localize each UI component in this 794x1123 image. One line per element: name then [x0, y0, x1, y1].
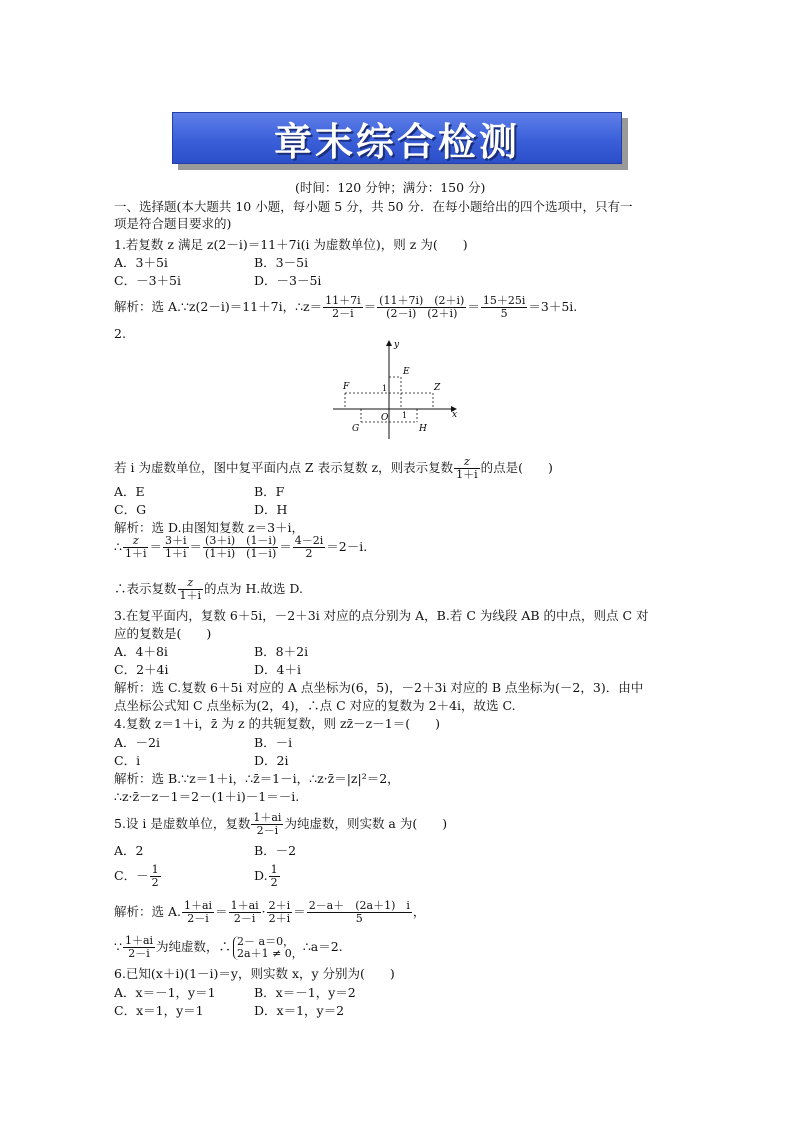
q3-option-d: D．4＋i [254, 662, 301, 677]
q2-options-row1 [114, 484, 285, 500]
q1-option-a: A．3＋5i [114, 255, 168, 270]
q4-stem: 4.复数 z＝1＋i，z̄ 为 z 的共轭复数，则 zz̄－z－1＝( ) [114, 716, 440, 731]
point-e-label: E [403, 367, 410, 377]
q5-case-brace: 2－ a＝0， 2a＋1 ≠ 0， [233, 936, 303, 960]
q1-solution-prefix: 解析：选 A.∵z(2－i)＝11＋7i，∴z＝ [114, 299, 323, 314]
q1-fraction-1: $\frac{11+7i}{2-i}$ [325, 294, 361, 320]
q1-fraction-2: $\frac{(11+7i) (2+i)}{(2-i) (2+i)}$ [379, 294, 465, 320]
q5-stem: 5.设 i 是虚数单位，复数 $\frac{1+ai}{2-i}$ 为纯虚数，则实数 a 为( ) [114, 811, 448, 837]
y-axis-label: y [394, 340, 400, 350]
q2-solution-line3: ∴表示复数 $\frac{z}{1+i}$ 的点为 H.故选 D. [114, 576, 303, 602]
q6-option-b: B．x＝－1，y＝2 [254, 985, 356, 1000]
q2-solution-line2: ∴ $\frac{z}{1+i}$ ＝ $\frac{3+i}{1+i}$ ＝ $\frac{(3+i) (1-i)}{(1+i) (1-i)}$ ＝ $\frac{4-2i}{2}$ ＝2－i. [114, 534, 368, 560]
q6-option-a: A．x＝－1，y＝1 [114, 985, 216, 1000]
q5-option-c: C．－ $\frac{1}{2}$ [114, 863, 159, 889]
q4-option-a: A．－2i [114, 735, 160, 750]
q3-option-a: A．4＋8i [114, 644, 168, 659]
q4-solution-line2: ∴z·z̄－z－1＝2－(1＋i)－1＝－i. [114, 789, 300, 804]
q3-stem-line1: 3.在复平面内，复数 6＋5i，－2＋3i 对应的点分别为 A，B.若 C 为线段 AB 的中点，则点 C 对 [114, 608, 649, 623]
point-g-label: G [352, 424, 360, 434]
point-f-label: F [343, 382, 350, 392]
x-axis-label: x [452, 410, 458, 420]
q5-solution-line1: 解析：选 A. $\frac{1+ai}{2-i}$ ＝ $\frac{1+ai}{2-i}$ · $\frac{2+i}{2+i}$ ＝ $\frac{2-a+ (2a+1) i}{5}$ ， [114, 899, 426, 925]
q4-option-d: D．2i [254, 753, 289, 768]
q1-options-row2 [114, 273, 322, 289]
q4-options-row1 [114, 735, 293, 751]
unit-x-label: 1 [402, 411, 408, 420]
q1-stem: 1.若复数 z 满足 z(2－i)＝11＋7i(i 为虚数单位)，则 z 为( ) [114, 237, 468, 252]
q2-number: 2. [114, 326, 126, 341]
unit-y-label: 1 [382, 384, 388, 393]
q4-option-b: B．－i [254, 735, 293, 750]
section-heading-line1: 一、选择题(本大题共 10 小题，每小题 5 分，共 50 分．在每小题给出的四个选项中，只有一 [114, 199, 633, 214]
q5-solution-line2: ∵ $\frac{1+ai}{2-i}$ 为纯虚数，∴ 2－ a＝0， 2a＋1 ≠ 0， ∴a＝2. [114, 934, 343, 960]
q1-fraction-3: $\frac{15+25i}{5}$ [482, 294, 526, 320]
q3-option-b: B．8＋2i [254, 644, 309, 659]
q1-options-row1 [114, 255, 309, 271]
q3-stem-line2: 应的复数是( ) [114, 626, 212, 641]
q1-option-c: C．－3＋5i [114, 273, 181, 288]
q6-options-row1 [114, 985, 356, 1001]
q2-solution-line1: 解析：选 D.由图知复数 z＝3＋i， [114, 520, 305, 535]
exam-info: (时间：120 分钟；满分：150 分) [295, 180, 486, 195]
q4-options-row2 [114, 753, 289, 769]
section-heading-line2: 项是符合题目要求的) [114, 216, 232, 231]
q6-option-d: D．x＝1，y＝2 [254, 1003, 345, 1018]
q3-options-row2 [114, 662, 301, 678]
q3-solution-line2: 点坐标公式知 C 点坐标为(2，4)，∴点 C 对应的复数为 2＋4i，故选 C. [114, 698, 516, 713]
q6-option-c: C．x＝1，y＝1 [114, 1003, 204, 1018]
q2-options-row2 [114, 502, 288, 518]
q5-option-b: B．－2 [254, 843, 297, 858]
q5-option-a: A．2 [114, 843, 144, 858]
q5-options-row1 [114, 843, 297, 859]
q3-solution-line1: 解析：选 C.复数 6＋5i 对应的 A 点坐标为(6，5)，－2＋3i 对应的 B 点坐标为(－2，3)．由中 [114, 680, 644, 695]
banner-title: 章末综合检测 [273, 119, 520, 164]
q3-options-row1 [114, 644, 309, 660]
point-z-label: Z [434, 383, 441, 393]
q4-solution-line1: 解析：选 B.∵z＝1＋i，∴z̄＝1－i，∴z·z̄＝|z|²＝2， [114, 771, 400, 786]
q4-option-c: C．i [114, 753, 141, 768]
complex-plane-figure [328, 336, 462, 440]
q2-option-a: A．E [114, 484, 145, 499]
q6-stem: 6.已知(x＋i)(1－i)＝y，则实数 x，y 分别为( ) [114, 966, 395, 981]
banner-box [172, 112, 622, 164]
q2-stem: 若 i 为虚数单位，图中复平面内点 Z 表示复数 z，则表示复数 $\frac{z}{1+i}$ 的点是( ) [114, 455, 553, 481]
q5-options-row2 [114, 862, 278, 890]
q3-option-c: C．2＋4i [114, 662, 169, 677]
title-banner [172, 112, 630, 170]
q1-option-b: B．3－5i [254, 255, 309, 270]
q2-option-b: B．F [254, 484, 285, 499]
q2-option-c: C．G [114, 502, 147, 517]
q1-solution: 解析：选 A.∵z(2－i)＝11＋7i，∴z＝ $\frac{11+7i}{2-i}$ ＝ $\frac{(11+7i) (2+i)}{(2-i) (2+i)}$ ＝ $\frac{15+25i}{5}$ ＝3＋5i. [114, 294, 578, 320]
origin-label: O [381, 413, 389, 423]
q5-option-d: D. $\frac{1}{2}$ [254, 863, 278, 889]
q6-options-row2 [114, 1003, 345, 1019]
q2-option-d: D．H [254, 502, 288, 517]
point-h-label: H [419, 424, 427, 434]
q1-option-d: D．－3－5i [254, 273, 322, 288]
q2-stem-fraction: $\frac{z}{1+i}$ [456, 455, 478, 481]
